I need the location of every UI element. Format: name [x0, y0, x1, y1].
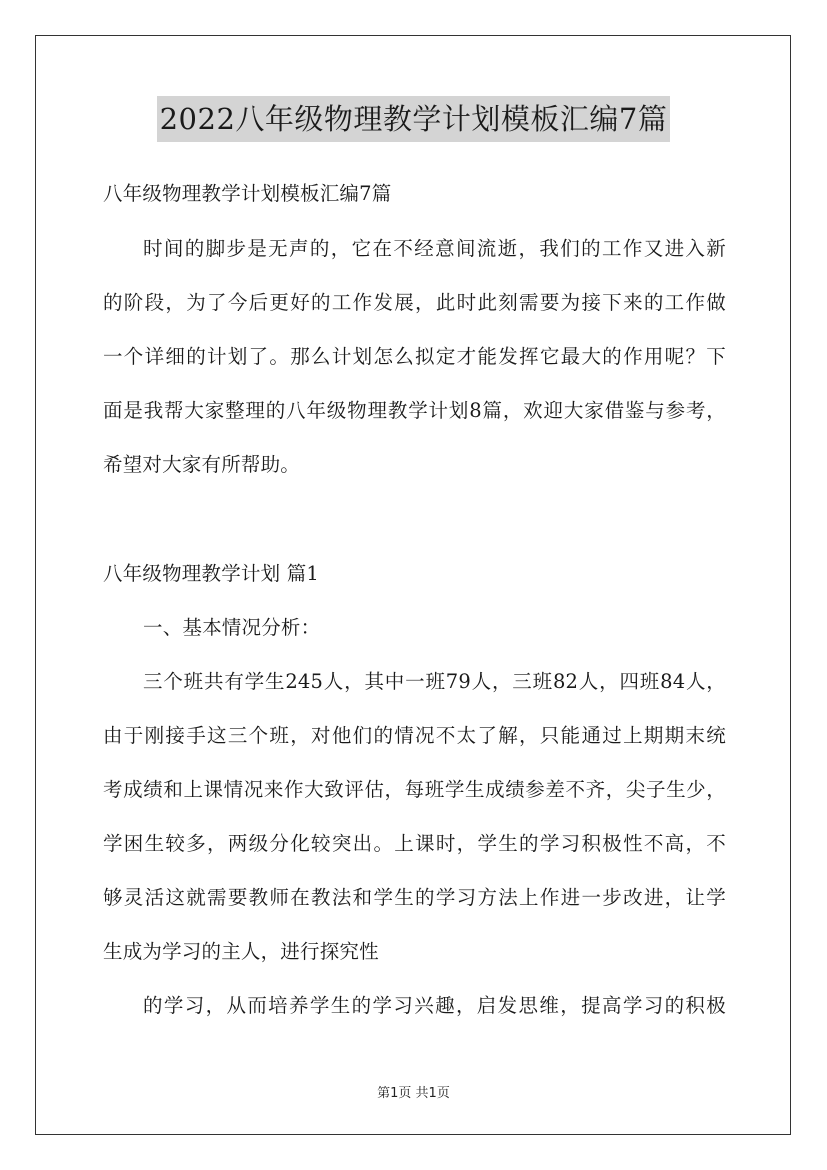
intro-line: 时间的脚步是无声的，它在不经意间流逝，我们的工作又进入新: [143, 237, 726, 260]
body-line: 三个班共有学生245人，其中一班79人，三班82人，四班84人，: [143, 670, 726, 693]
document-title-text: 2022八年级物理教学计划模板汇编7篇: [157, 96, 671, 142]
body-line: 由于刚接手这三个班，对他们的情况不太了解，只能通过上期期末统: [103, 724, 726, 747]
intro-line: 面是我帮大家整理的八年级物理教学计划8篇，欢迎大家借鉴与参考，: [103, 399, 726, 422]
intro-line: 一个详细的计划了。那么计划怎么拟定才能发挥它最大的作用呢？下: [103, 345, 726, 368]
body-line: 学困生较多，两级分化较突出。上课时，学生的学习积极性不高，不: [103, 832, 726, 855]
document-title: [0, 96, 827, 142]
page-number-footer: 第1页 共1页: [377, 1086, 450, 1101]
body-line: 考成绩和上课情况来作大致评估，每班学生成绩参差不齐，尖子生少，: [103, 778, 726, 801]
body-line: 够灵活这就需要教师在教法和学生的学习方法上作进一步改进，让学: [103, 886, 726, 909]
intro-line: 希望对大家有所帮助。: [103, 453, 301, 476]
continuation-line: 的学习，从而培养学生的学习兴趣，启发思维，提高学习的积极: [143, 994, 726, 1017]
body-line: 生成为学习的主人，进行探究性: [103, 940, 379, 963]
intro-line: 的阶段，为了今后更好的工作发展，此时此刻需要为接下来的工作做: [103, 291, 726, 314]
subsection-heading: 一、基本情况分析：: [143, 616, 321, 639]
section-heading: 八年级物理教学计划 篇1: [103, 562, 320, 585]
document-subtitle: 八年级物理教学计划模板汇编7篇: [103, 182, 392, 205]
